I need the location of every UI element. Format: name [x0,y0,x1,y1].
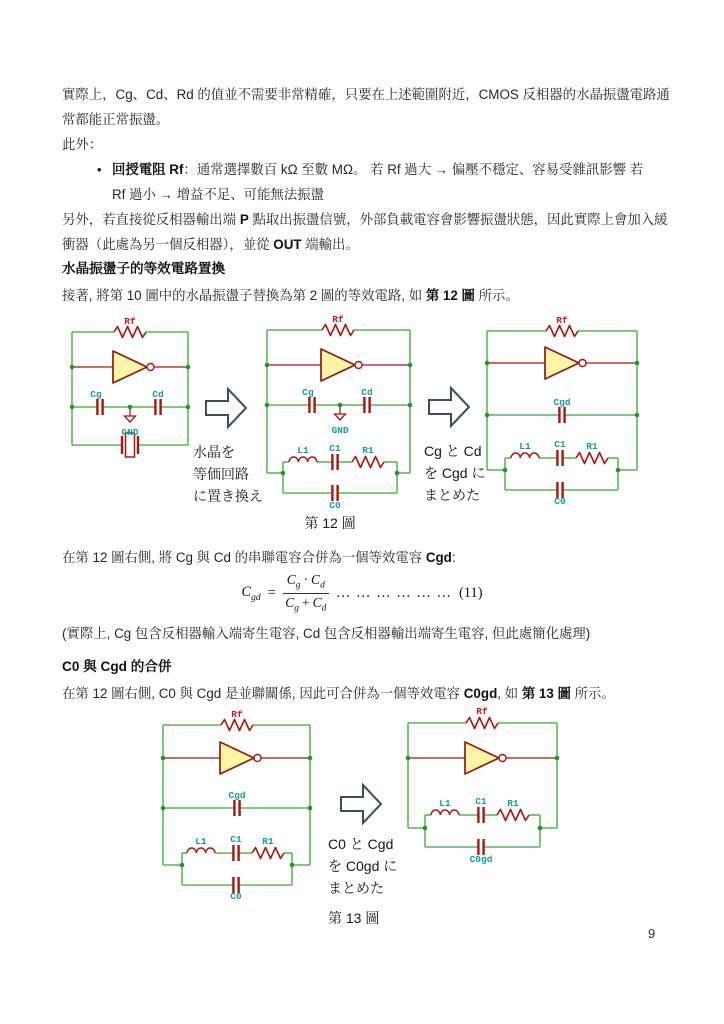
component-label-l1: L1 [297,445,309,456]
paragraph-buffer [62,207,668,257]
equation-lhs: $C_{gd}$ [241,584,261,604]
section-heading-merge-c0-cgd: C0 與 Cgd 的合併 [62,659,172,674]
circuit-with-cgd-and-c0 [155,702,320,914]
annotation-merge-cg-cd [424,440,485,506]
text-line: C0 と Cgd [328,836,394,852]
component-label-l1: L1 [439,798,451,809]
arrow-right-icon [339,780,383,828]
text-line: 回授電阻 Rf：通常選擇數百 kΩ 至數 MΩ。 若 Rf 過大 → 偏壓不穩定、容易受雜訊影響 若 [112,162,644,177]
component-label-c1: C1 [329,443,341,454]
component-label-c0: C0 [329,500,341,511]
text-line: 在第 12 圖右側, 將 Cg 與 Cd 的串聯電容合併為一個等效電容 Cgd: [62,550,456,565]
figure-caption-13: 第 13 圖 [328,910,380,926]
component-label-r1: R1 [262,836,274,847]
figure-caption-12: 第 12 圖 [304,515,356,531]
text-line: 實際上，Cg、Cd、Rd 的值並不需要非常精確，只要在上述範圍附近，CMOS 反相器的水晶振盪電路通 [62,87,670,102]
circuit-with-c0gd [400,702,565,874]
paragraph-cihwai [62,132,663,157]
paragraph-next [62,283,663,308]
component-label-cd: Cd [361,387,373,398]
text-line: 在第 12 圖右側, C0 與 Cgd 是並聯關係, 因此可合併為一個等效電容 C0gd, 如 第 13 圖 所示。 [62,686,615,701]
text-line: 常都能正常振盪。 [62,112,170,127]
equation-equals: = [267,585,276,602]
component-label-r1: R1 [362,445,374,456]
equation-dots: … … … … … … [335,585,452,602]
bullet-icon: • [97,162,102,177]
text-line: まとめた [424,487,480,503]
text-line: Cg と Cd [424,443,482,459]
component-label-c1: C1 [230,834,242,845]
text-line: を C0gd に [328,858,398,874]
text-line: まとめた [328,880,384,896]
equation-number: (11) [458,585,483,602]
annotation-replace-crystal [193,441,263,507]
paragraph-fig12-right [62,545,663,570]
arrow-right-icon [427,383,471,431]
text-line: 等価回路 [193,466,249,482]
component-label-rf: Rf [476,706,488,717]
component-label-cg: Cg [90,389,102,400]
text-line: (實際上, Cg 包含反相器輸入端寄生電容, Cd 包含反相器輸出端寄生電容, 但此處簡化處理) [62,626,591,641]
text-line: を Cgd に [424,465,486,481]
component-label-c0: C0 [230,891,242,902]
text-line: 此外： [62,137,103,152]
text-line: Rf 過小 → 增益不足、可能無法振盪 [112,187,325,202]
circuit-with-cgd [480,312,645,520]
component-label-l1: L1 [519,441,531,452]
component-label-r1: R1 [586,441,598,452]
component-label-rf: Rf [332,314,344,325]
section-heading-equivalent-circuit: 水晶振盪子的等效電路置換 [62,261,226,276]
text-line: に置き換え [193,488,263,504]
paragraph-intro [62,82,670,132]
equation-11 [62,572,662,615]
arrow-right-icon [204,384,248,432]
component-label-c1: C1 [475,796,487,807]
page-number: 9 [648,926,656,941]
text-line: 水晶を [193,444,235,460]
component-label-rf: Rf [231,709,243,720]
component-label-r1: R1 [507,798,519,809]
text-line: 另外，若直接從反相器輸出端 P 點取出振盪信號，外部負載電容會影響振盪狀態，因此實際上會加入緩 [62,212,668,227]
equation-fraction: $\frac{C_g \cdot C_d}{C_g + C_d}$ [283,572,329,615]
text-line: 接著, 將第 10 圖中的水晶振盪子替換為第 2 圖的等效電路, 如 第 12 圖 所示。 [62,288,519,303]
component-label-rf: Rf [124,316,136,327]
component-label-c0: C0 [554,496,566,507]
circuit-with-equivalent-crystal [258,312,418,524]
component-label-c0gd: C0gd [469,854,493,865]
paragraph-merge [62,681,663,706]
component-label-l1: L1 [195,836,207,847]
circuit-crystal-oscillator [62,312,196,462]
bullet-feedback-resistor [112,157,663,207]
component-label-gnd: GND [331,425,349,436]
annotation-merge-c0-cgd [328,833,397,899]
text-line: 衝器（此處為另一個反相器），並從 OUT 端輸出。 [62,237,359,252]
component-label-cgd: Cgd [228,790,246,801]
component-label-cg: Cg [302,387,314,398]
paragraph-parasitic-note [62,621,663,646]
component-label-cgd: Cgd [553,397,571,408]
component-label-c1: C1 [554,439,566,450]
component-label-rf: Rf [556,315,568,326]
component-label-gnd: GND [121,427,139,438]
component-label-cd: Cd [152,389,164,400]
